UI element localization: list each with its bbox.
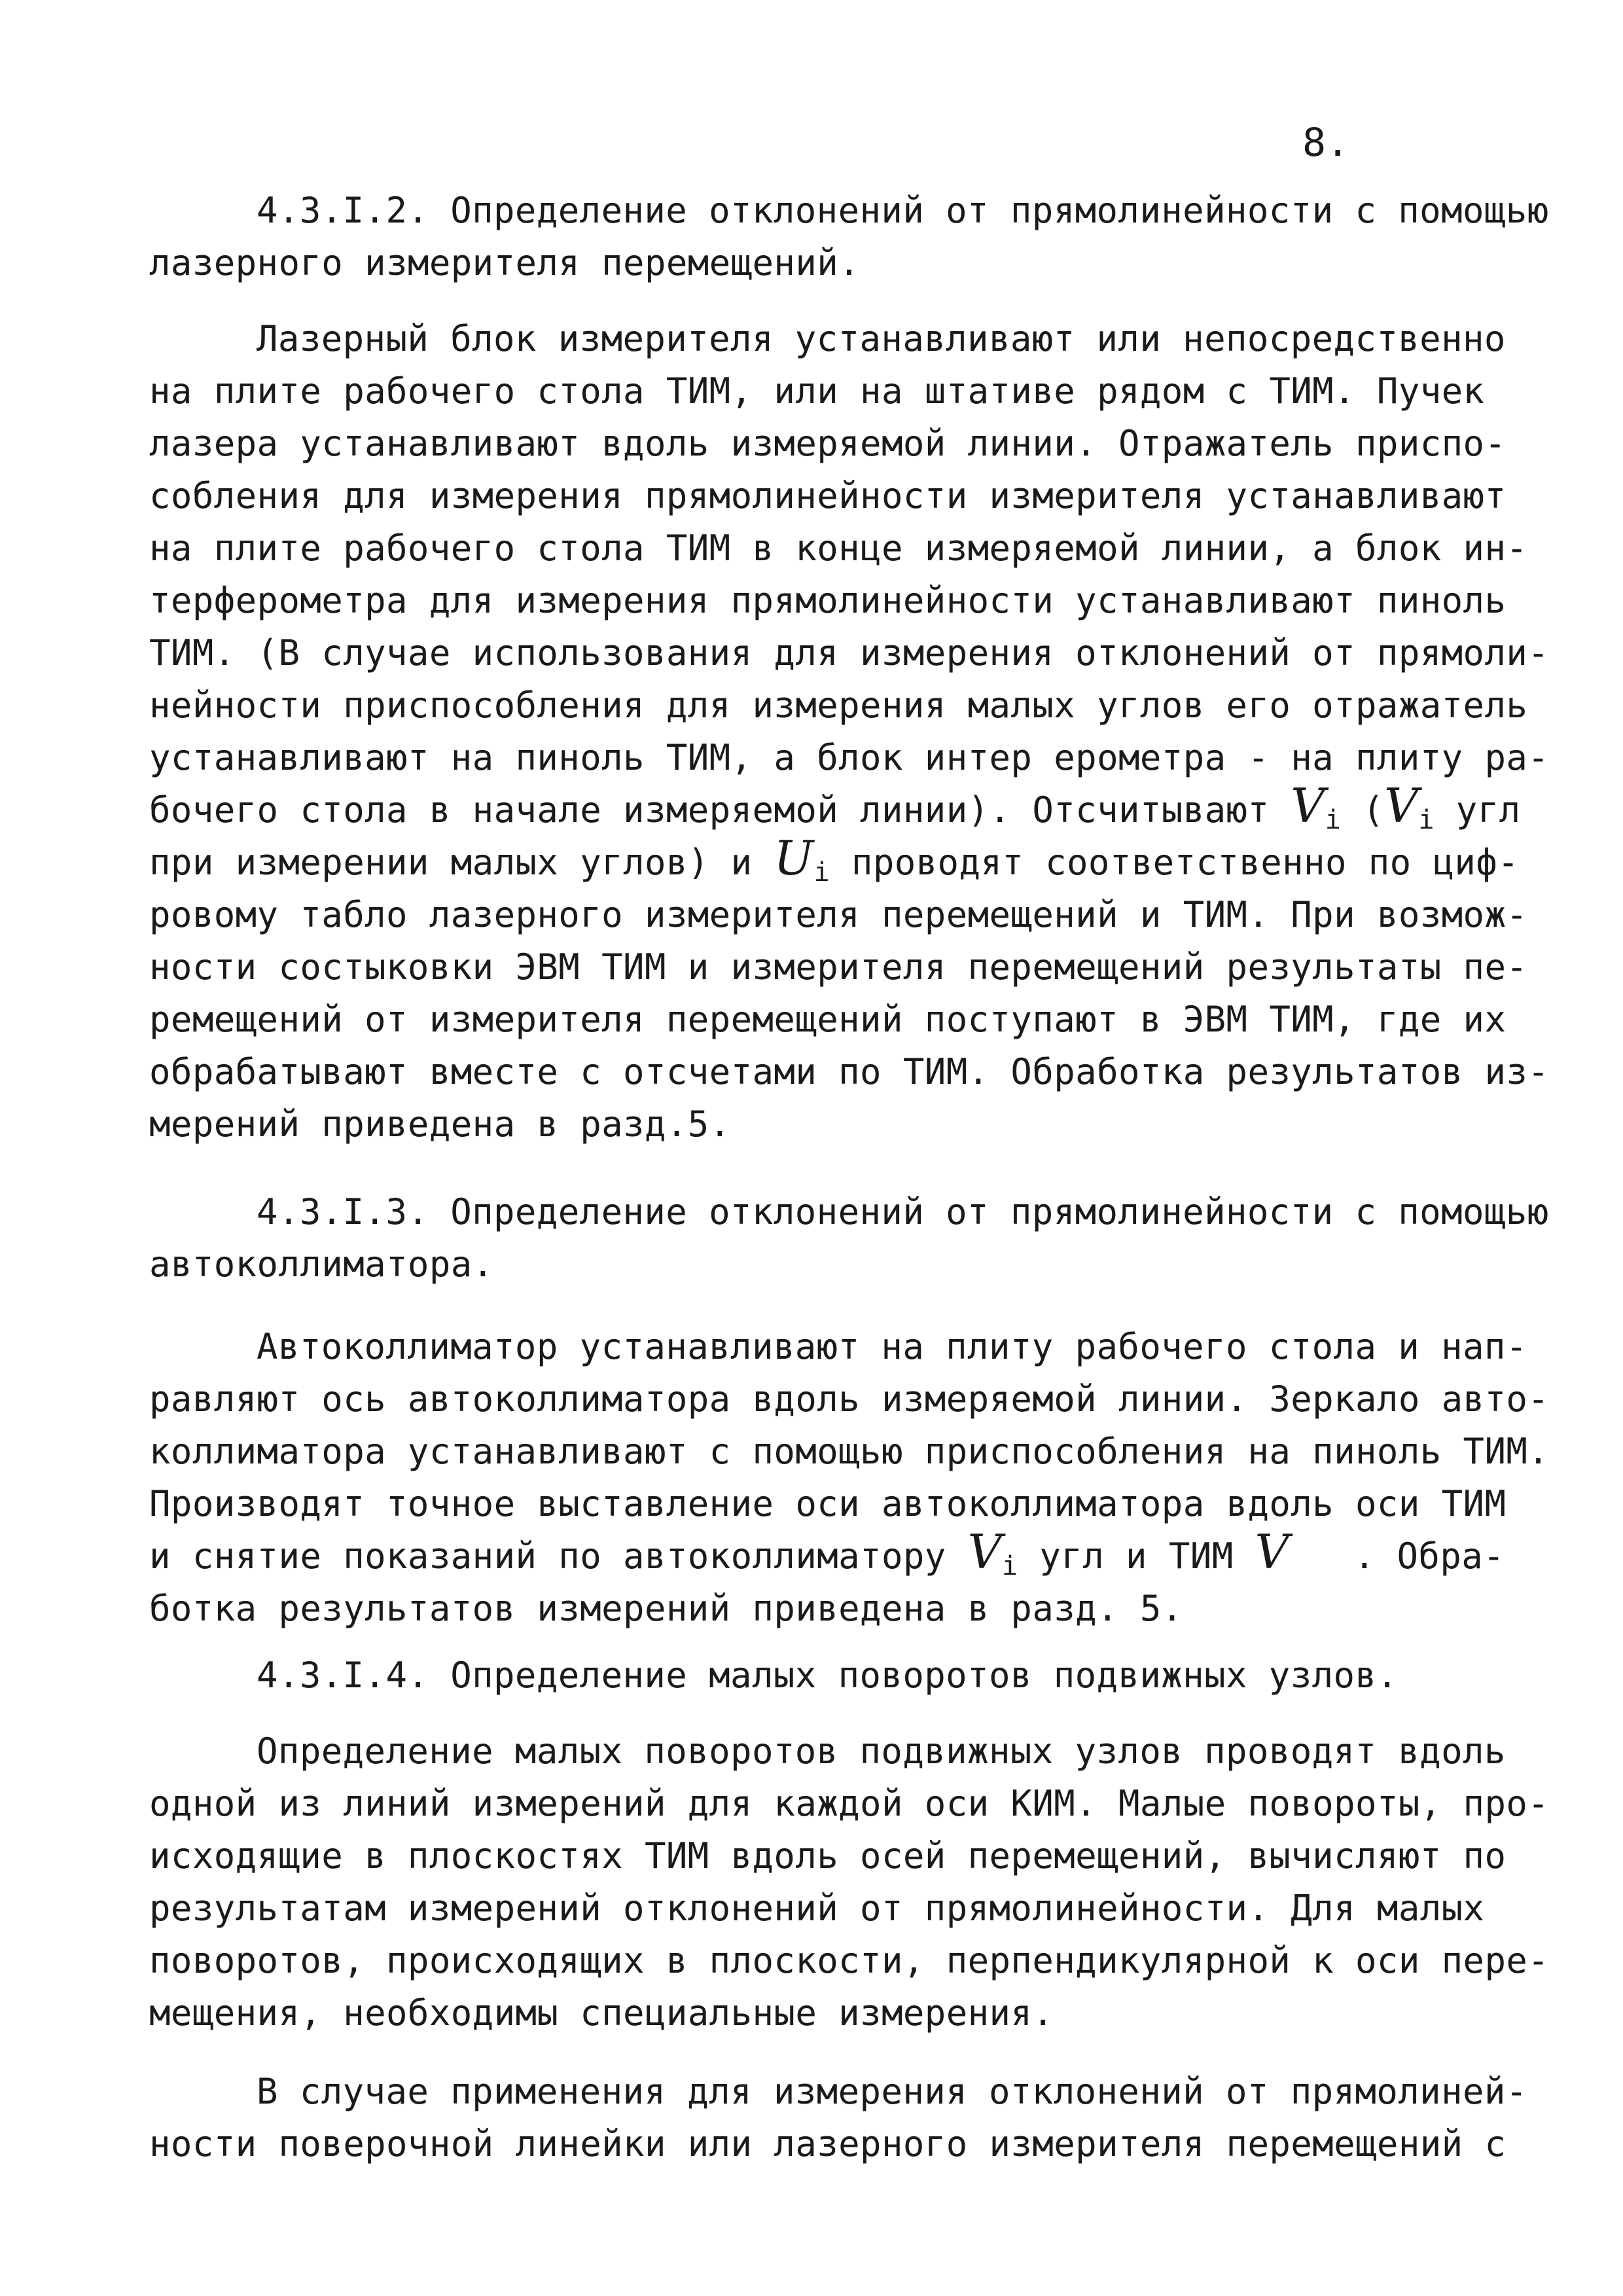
section-heading-4-3-1-2-cont: лазерного измерителя перемещений. <box>149 242 861 283</box>
paragraph-line: ботка результатов измерений приведена в разд. 5. <box>149 1588 1183 1629</box>
paragraph-line: Лазерный блок измерителя устанавливают или непосредственно <box>257 318 1506 359</box>
paragraph-line: равляют ось автоколлиматора вдоль измеряемой линии. Зеркало авто- <box>149 1378 1550 1420</box>
text-run: ( <box>1341 789 1384 831</box>
paragraph-line: коллиматора устанавливают с помощью приспособления на пиноль ТИМ. <box>149 1431 1550 1472</box>
formula-subscript: i <box>1002 1551 1018 1581</box>
paragraph-line: на плите рабочего стола ТИМ в конце измеряемой линии, а блок ин- <box>149 528 1528 569</box>
paragraph-line: ности поверочной линейки или лазерного измерителя перемещений с <box>149 2123 1507 2164</box>
paragraph-line: Автоколлиматор устанавливают на плиту рабочего стола и нап- <box>257 1326 1527 1367</box>
text-run: проводят соответственно по циф- <box>830 842 1520 883</box>
formula-subscript: i <box>1325 805 1342 835</box>
paragraph-line: устанавливают на пиноль ТИМ, а блок интер ерометра - на плиту ра- <box>149 737 1550 778</box>
paragraph-line: одной из линий измерений для каждой оси КИМ. Малые повороты, про- <box>149 1783 1550 1824</box>
text-run: угл <box>1434 789 1521 831</box>
paragraph-line: лазера устанавливают вдоль измеряемой линии. Отражатель приспо- <box>149 423 1507 464</box>
text-run: и снятие показаний по автоколлиматору <box>149 1535 968 1577</box>
text-run: угл и ТИМ <box>1018 1535 1255 1577</box>
paragraph-line: ремещений от измерителя перемещений поступают в ЭВМ ТИМ, где их <box>149 999 1507 1040</box>
text-run: при измерении малых углов) и <box>149 842 774 883</box>
paragraph-line: поворотов, происходящих в плоскости, перпендикулярной к оси пере- <box>149 1940 1550 1981</box>
paragraph-line: исходящие в плоскостях ТИМ вдоль осей перемещений, вычисляют по <box>149 1835 1507 1876</box>
paragraph-line: мещения, необходимы специальные измерения. <box>149 1992 1054 2034</box>
paragraph-line: ровому табло лазерного измерителя перемещений и ТИМ. При возмож- <box>149 894 1528 935</box>
paragraph-line: Производят точное выставление оси автоколлиматора вдоль оси ТИМ <box>149 1483 1507 1524</box>
formula-symbol-v: V <box>967 1524 1003 1579</box>
paragraph-line: мерений приведена в разд.5. <box>149 1103 731 1145</box>
section-heading-4-3-1-3: 4.3.I.3. Определение отклонений от прямолинейности с помощью <box>257 1191 1549 1232</box>
paragraph-line: на плите рабочего стола ТИМ, или на штативе рядом с ТИМ. Пучек <box>149 370 1485 412</box>
formula-symbol-v: V <box>1291 778 1325 833</box>
formula-symbol-u: U <box>774 831 814 886</box>
paragraph-line: нейности приспособления для измерения малых углов его отражатель <box>149 685 1528 726</box>
section-heading-4-3-1-3-cont: автоколлиматора. <box>149 1244 494 1285</box>
paragraph-line: В случае применения для измерения отклонений от прямолиней- <box>257 2071 1527 2112</box>
paragraph-line: обрабатывают вместе с отсчетами по ТИМ. Обработка результатов из- <box>149 1051 1550 1092</box>
text-run: бочего стола в начале измеряемой линии). Отсчитывают <box>149 789 1291 831</box>
text-run: . Обра- <box>1289 1535 1505 1577</box>
paragraph-line: собления для измерения прямолинейности измерителя устанавливают <box>149 475 1507 516</box>
paragraph-line: терферометра для измерения прямолинейности устанавливают пиноль <box>149 580 1507 621</box>
paragraph-line: Определение малых поворотов подвижных узлов проводят вдоль <box>257 1731 1506 1772</box>
paragraph-line: ности состыковки ЭВМ ТИМ и измерителя перемещений результаты пе- <box>149 946 1528 988</box>
section-heading-4-3-1-2: 4.3.I.2. Определение отклонений от прямолинейности с помощью <box>257 190 1549 231</box>
formula-symbol-v: V <box>1255 1524 1289 1579</box>
formula-subscript: i <box>813 857 830 888</box>
formula-symbol-v: V <box>1384 778 1419 833</box>
formula-subscript: i <box>1418 805 1435 835</box>
page-number: 8. <box>1302 120 1350 166</box>
paragraph-line: ТИМ. (В случае использования для измерения отклонений от прямоли- <box>149 632 1550 673</box>
paragraph-line: результатам измерений отклонений от прямолинейности. Для малых <box>149 1888 1485 1929</box>
section-heading-4-3-1-4: 4.3.I.4. Определение малых поворотов подвижных узлов. <box>257 1655 1399 1696</box>
